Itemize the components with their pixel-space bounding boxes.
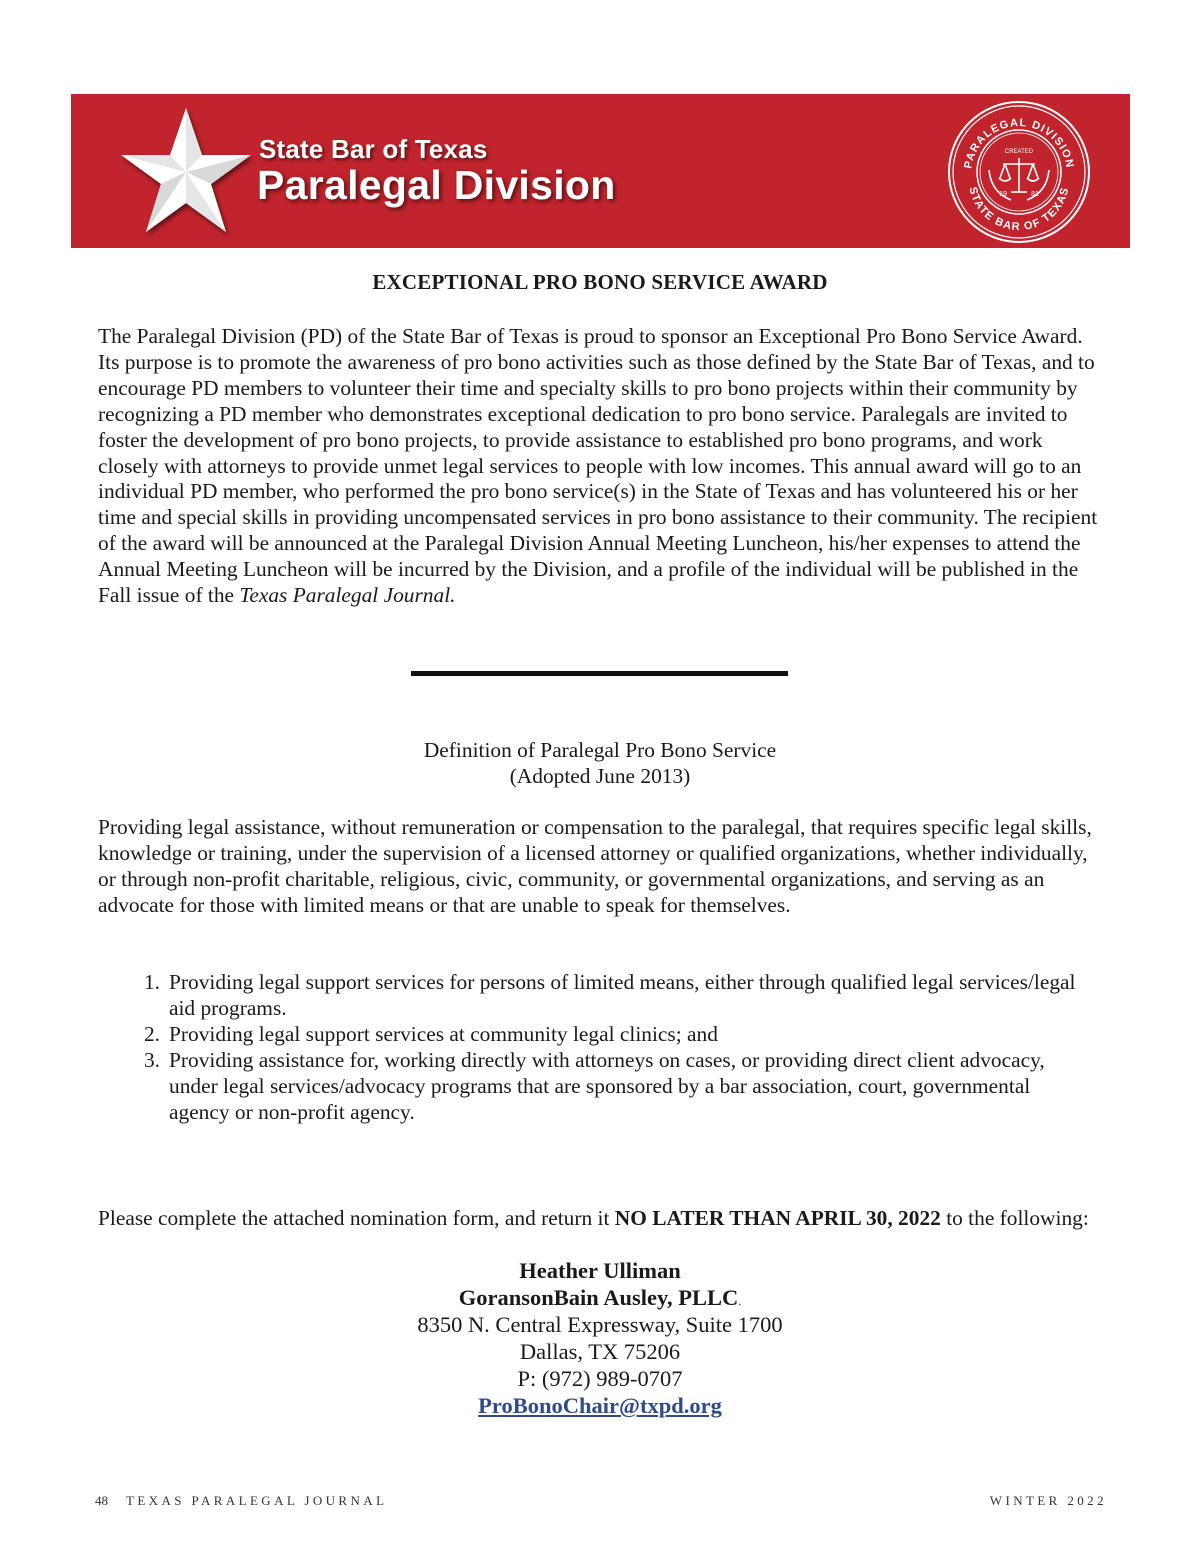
- intro-paragraph: [98, 324, 1098, 609]
- definition-paragraph: Providing legal assistance, without remuneration or compensation to the paralegal, that requires specific legal skills, knowledge or training, under the supervision of a licensed attorney or qualified organizations, whether individually, or through non-profit charitable, religious, civic, community, or governmental organizations, and serving as an advocate for those with limited means or that are unable to speak for themselves.: [98, 815, 1092, 917]
- list-item-text: Providing legal support services at community legal clinics; and: [169, 1021, 718, 1046]
- contact-firm: GoransonBain Ausley, PLLC: [458, 1285, 739, 1310]
- deadline-text: NO LATER THAN APRIL 30, 2022: [614, 1206, 941, 1230]
- footer-issue: WINTER 2022: [989, 1493, 1107, 1508]
- closing-text-before: Please complete the attached nomination form, and return it: [98, 1206, 615, 1230]
- list-item: [130, 1048, 1090, 1126]
- page-number: 48: [95, 1493, 108, 1508]
- definition-list: [130, 970, 1090, 1125]
- journal-title: Texas Paralegal Journal.: [239, 583, 456, 608]
- list-item-number: 1.: [143, 970, 160, 994]
- brand-subtitle: State Bar of Texas: [259, 134, 488, 164]
- contact-name: Heather Ulliman: [519, 1258, 681, 1283]
- award-title: EXCEPTIONAL PRO BONO SERVICE AWARD: [372, 270, 828, 294]
- seal-top-text: PARALEGAL DIVISION: [962, 116, 1076, 170]
- footer-left: [95, 1493, 387, 1509]
- seal-year-right: 81: [1031, 191, 1039, 198]
- list-item: [130, 1022, 1090, 1048]
- seal-year-left: 19: [999, 191, 1007, 198]
- seal-bottom-text: STATE BAR OF TEXAS: [966, 185, 1072, 234]
- contact-phone: P: (972) 989-0707: [517, 1366, 683, 1391]
- intro-text: The Paralegal Division (PD) of the State Bar of Texas is proud to sponsor an Exceptional Pro Bono Service Award. Its purpose is to promote the awareness of pro bono activities such as those defined by the State Bar of Texas, and to encourage PD members to volunteer their time and specialty skills to pro bono projects within their community by recognizing a PD member who demonstrates exceptional dedication to pro bono service. Paralegals are invited to foster the development of pro bono projects, to provide assistance to established pro bono programs, and work closely with attorneys to provide unmet legal services to people with low incomes. This annual award will go to an individual PD member, who performed the pro bono service(s) in the State of Texas and has volunteered his or her time and special skills in providing uncompensated services in pro bono assistance to their community. The recipient of the award will be announced at the Paralegal Division Annual Meeting Luncheon, his/her expenses to attend the Annual Meeting Luncheon will be incurred by the Division, and a profile of the individual will be published in the Fall issue of the: [98, 324, 1098, 608]
- footer-journal: TEXAS PARALEGAL JOURNAL: [126, 1493, 388, 1508]
- closing-text-after: to the following:: [940, 1206, 1089, 1230]
- paralegal-division-seal-icon: [945, 100, 1093, 244]
- list-item-number: 2.: [143, 1021, 160, 1046]
- texas-star-logo-icon: [111, 100, 261, 250]
- closing-paragraph: [98, 1206, 1098, 1232]
- list-item-text: Providing assistance for, working directly with attorneys on cases, or providing direct client advocacy, under legal services/advocacy programs that are sponsored by a bar association, court, governmental agency or non-profit agency.: [169, 1047, 1045, 1124]
- section-divider: [411, 671, 788, 676]
- list-item: [130, 970, 1090, 1022]
- list-item-number: 3.: [143, 1047, 160, 1072]
- contact-email-link[interactable]: ProBonoChair@txpd.org: [478, 1393, 722, 1418]
- contact-firm-dot: .: [738, 1294, 742, 1308]
- definition-adopted: (Adopted June 2013): [509, 764, 691, 788]
- seal-created-text: CREATED: [1004, 149, 1034, 155]
- contact-block: [0, 1257, 1200, 1419]
- contact-address: 8350 N. Central Expressway, Suite 1700: [417, 1312, 783, 1337]
- list-item-text: Providing legal support services for persons of limited means, either through qualified legal services/legal aid programs.: [169, 970, 1076, 1020]
- contact-city: Dallas, TX 75206: [519, 1339, 681, 1364]
- definition-title: Definition of Paralegal Pro Bono Service: [423, 738, 777, 762]
- header-banner: [71, 94, 1130, 248]
- brand-title: Paralegal Division: [257, 162, 616, 208]
